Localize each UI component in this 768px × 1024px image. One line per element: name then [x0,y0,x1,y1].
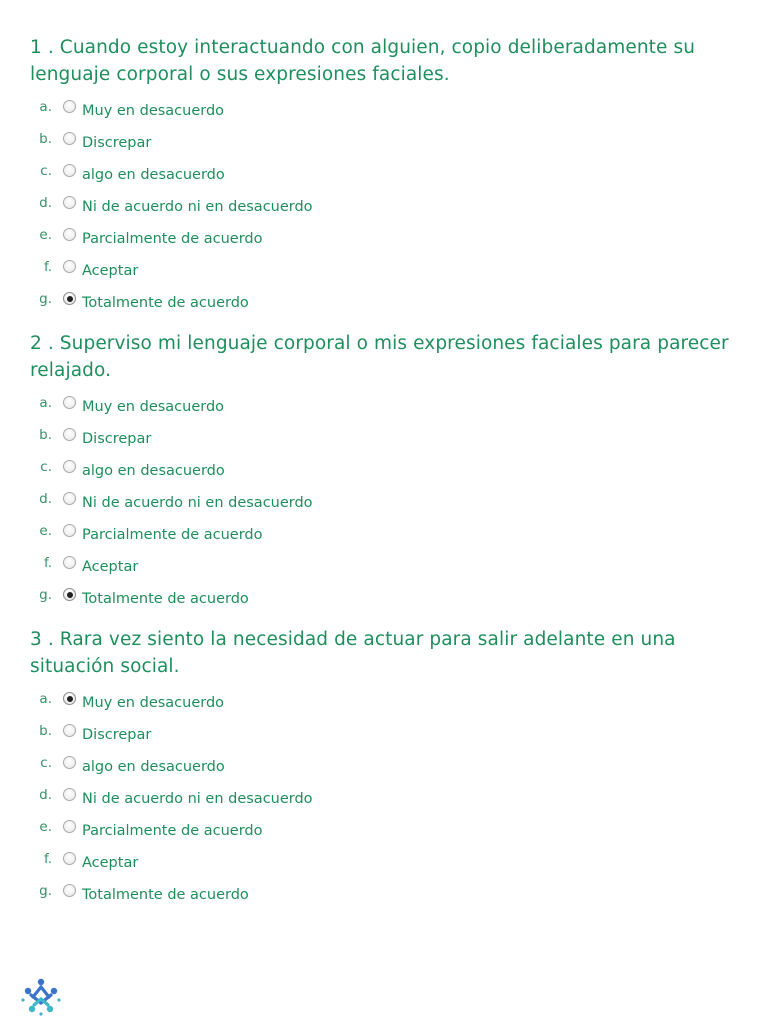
option-2e[interactable] [30,522,730,554]
option-letter: e. [39,523,52,539]
radio-button[interactable] [63,260,76,273]
question-3-title: 3 . Rara vez siento la necesidad de actuar para salir adelante en una situación social. [30,629,676,677]
option-label[interactable]: Totalmente de acuerdo [82,887,249,903]
option-letter: c. [40,163,52,179]
option-label[interactable]: Totalmente de acuerdo [82,591,249,607]
radio-button[interactable] [63,100,76,113]
people-circle-logo-icon [20,976,62,1018]
option-label[interactable]: Parcialmente de acuerdo [82,527,263,543]
option-1b[interactable] [30,130,730,162]
radio-button[interactable] [63,292,76,305]
option-letter: b. [39,723,52,739]
radio-button[interactable] [63,692,76,705]
option-2b[interactable] [30,426,730,458]
option-label[interactable]: Discrepar [82,431,152,447]
question-3-options [30,690,730,914]
option-1c[interactable] [30,162,730,194]
logo-svg [20,976,62,1018]
option-label[interactable]: algo en desacuerdo [82,167,225,183]
option-label[interactable]: algo en desacuerdo [82,463,225,479]
option-label[interactable]: Ni de acuerdo ni en desacuerdo [82,791,313,807]
option-2c[interactable] [30,458,730,490]
radio-button[interactable] [63,788,76,801]
option-label[interactable]: Discrepar [82,135,152,151]
option-label[interactable]: algo en desacuerdo [82,759,225,775]
radio-button[interactable] [63,756,76,769]
option-3f[interactable] [30,850,730,882]
option-letter: g. [39,587,52,603]
question-2 [30,330,730,618]
option-1a[interactable] [30,98,730,130]
option-1g[interactable] [30,290,730,322]
radio-button[interactable] [63,164,76,177]
radio-button[interactable] [63,492,76,505]
option-label[interactable]: Aceptar [82,855,139,871]
option-letter: b. [39,131,52,147]
option-letter: a. [39,99,52,115]
option-letter: f. [43,555,52,571]
option-label[interactable]: Parcialmente de acuerdo [82,231,263,247]
radio-button[interactable] [63,524,76,537]
radio-button[interactable] [63,884,76,897]
question-1 [30,34,730,322]
option-label[interactable]: Ni de acuerdo ni en desacuerdo [82,495,313,511]
option-2f[interactable] [30,554,730,586]
option-label[interactable]: Parcialmente de acuerdo [82,823,263,839]
option-1f[interactable] [30,258,730,290]
option-label[interactable]: Discrepar [82,727,152,743]
option-label[interactable]: Muy en desacuerdo [82,399,225,415]
option-label[interactable]: Muy en desacuerdo [82,103,225,119]
option-letter: e. [39,227,52,243]
option-3a[interactable] [30,690,730,722]
option-3g[interactable] [30,882,730,914]
option-letter: b. [39,427,52,443]
radio-button[interactable] [63,132,76,145]
option-1e[interactable] [30,226,730,258]
radio-button[interactable] [63,460,76,473]
option-letter: g. [39,883,52,899]
option-3d[interactable] [30,786,730,818]
question-2-title: 2 . Superviso mi lenguaje corporal o mis expresiones faciales para parecer relajado. [30,333,729,381]
option-label[interactable]: Totalmente de acuerdo [82,295,249,311]
radio-button[interactable] [63,228,76,241]
radio-button[interactable] [63,428,76,441]
option-letter: d. [39,491,52,507]
radio-button[interactable] [63,820,76,833]
option-letter: c. [40,459,52,475]
option-2d[interactable] [30,490,730,522]
radio-button[interactable] [63,724,76,737]
radio-button[interactable] [63,196,76,209]
option-letter: a. [39,395,52,411]
option-letter: a. [39,691,52,707]
question-1-options [30,98,730,322]
option-letter: f. [43,851,52,867]
option-label[interactable]: Muy en desacuerdo [82,695,225,711]
option-3e[interactable] [30,818,730,850]
radio-button[interactable] [63,396,76,409]
option-letter: d. [39,195,52,211]
option-label[interactable]: Aceptar [82,263,139,279]
option-2a[interactable] [30,394,730,426]
option-1d[interactable] [30,194,730,226]
option-3b[interactable] [30,722,730,754]
radio-button[interactable] [63,556,76,569]
option-letter: g. [39,291,52,307]
question-3 [30,626,730,914]
option-letter: d. [39,787,52,803]
option-letter: e. [39,819,52,835]
option-3c[interactable] [30,754,730,786]
radio-button[interactable] [63,588,76,601]
option-label[interactable]: Ni de acuerdo ni en desacuerdo [82,199,313,215]
option-letter: c. [40,755,52,771]
question-2-options [30,394,730,618]
question-1-title: 1 . Cuando estoy interactuando con alguien, copio deliberadamente su lenguaje corporal o sus expresiones faciales. [30,37,696,85]
radio-button[interactable] [63,852,76,865]
option-label[interactable]: Aceptar [82,559,139,575]
option-2g[interactable] [30,586,730,618]
option-letter: f. [43,259,52,275]
